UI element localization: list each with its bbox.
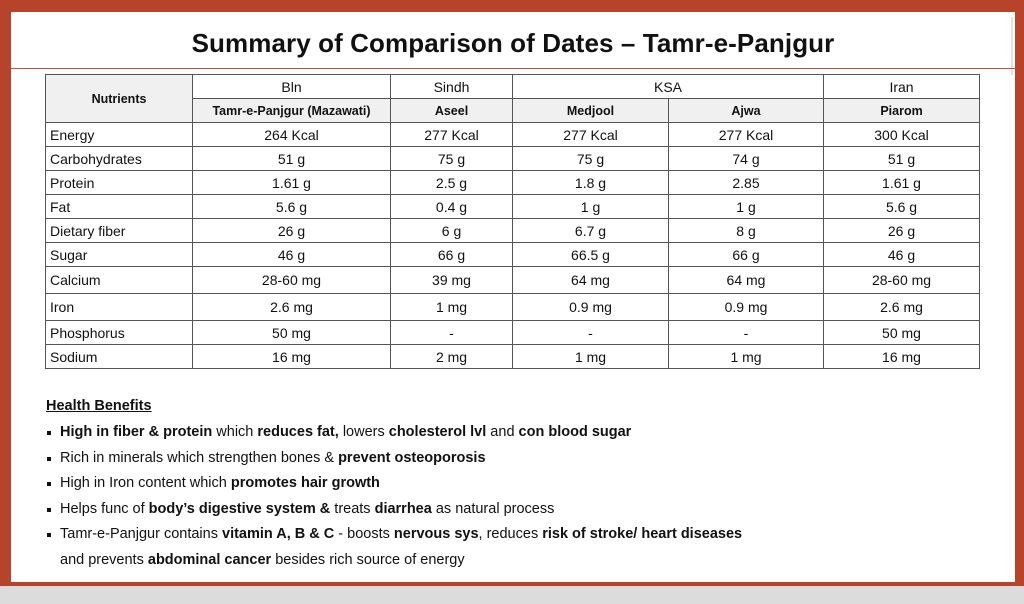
nutrient-value: 74 g	[669, 147, 824, 171]
nutrients-header: Nutrients	[46, 75, 193, 123]
nutrient-name: Sodium	[46, 345, 193, 369]
table-row	[46, 147, 980, 171]
bullet-icon	[47, 508, 51, 512]
nutrient-name: Fat	[46, 195, 193, 219]
table-row	[46, 219, 980, 243]
benefit-item	[46, 446, 986, 472]
table-row	[46, 267, 980, 294]
benefit-text-segment: High in fiber & protein	[60, 424, 213, 440]
table-row	[46, 123, 980, 147]
table-row	[46, 345, 980, 369]
nutrient-value: 64 mg	[669, 267, 824, 294]
nutrient-value: -	[391, 321, 513, 345]
nutrient-value: 1 mg	[513, 345, 669, 369]
benefit-text-segment: - boosts	[334, 526, 394, 542]
nutrient-value: 1.8 g	[513, 171, 669, 195]
nutrient-name: Calcium	[46, 267, 193, 294]
variety-header: Ajwa	[669, 99, 824, 123]
benefit-text-segment: as natural process	[431, 500, 555, 517]
benefit-item-continuation	[46, 548, 986, 573]
nutrient-value: 28-60 mg	[824, 267, 980, 294]
nutrient-value: 2.6 mg	[193, 294, 391, 321]
bullet-icon	[47, 533, 51, 537]
benefit-text-segment: besides rich source of energy	[271, 551, 465, 568]
nutrient-value: 46 g	[193, 243, 391, 267]
variety-header: Piarom	[824, 99, 980, 123]
benefit-item	[46, 471, 986, 497]
benefit-text-segment: risk of stroke/ heart diseases	[542, 526, 743, 542]
nutrient-value: 46 g	[824, 243, 980, 267]
table-row	[46, 195, 980, 219]
region-header: KSA	[513, 75, 824, 99]
benefit-text-segment: lowers	[338, 424, 389, 440]
table-row	[46, 243, 980, 267]
benefit-text-segment: reduces fat,	[257, 424, 339, 440]
benefit-text-segment: diarrhea	[374, 500, 432, 517]
table-header-regions	[46, 75, 980, 99]
benefit-text-segment: nervous sys	[393, 526, 479, 542]
nutrient-value: 64 mg	[513, 267, 669, 294]
nutrient-name: Protein	[46, 171, 193, 195]
benefit-text-segment: and prevents	[60, 551, 148, 568]
nutrient-value: 1 mg	[669, 345, 824, 369]
nutrient-name: Iron	[46, 294, 193, 321]
nutrient-value: 39 mg	[391, 267, 513, 294]
nutrient-value: 2.5 g	[391, 171, 513, 195]
variety-header: Medjool	[513, 99, 669, 123]
health-benefits	[46, 398, 986, 573]
nutrient-value: 66 g	[391, 243, 513, 267]
nutrient-value: 277 Kcal	[391, 123, 513, 147]
benefit-item	[46, 522, 986, 548]
nutrient-value: -	[669, 321, 824, 345]
variety-header: Tamr-e-Panjgur (Mazawati)	[193, 99, 391, 123]
bullet-icon	[47, 482, 51, 486]
benefit-text-segment: con blood sugar	[518, 424, 632, 440]
region-header: Sindh	[391, 75, 513, 99]
title-divider	[11, 68, 1015, 69]
nutrient-value: 51 g	[824, 147, 980, 171]
nutrient-value: 6 g	[391, 219, 513, 243]
nutrient-value: 75 g	[391, 147, 513, 171]
nutrient-value: 26 g	[824, 219, 980, 243]
nutrient-value: 28-60 mg	[193, 267, 391, 294]
benefit-text-segment: abdominal cancer	[147, 551, 272, 568]
nutrient-value: 1.61 g	[193, 171, 391, 195]
region-header: Iran	[824, 75, 980, 99]
benefit-item	[46, 420, 986, 446]
nutrient-value: 51 g	[193, 147, 391, 171]
nutrient-value: 1 g	[669, 195, 824, 219]
benefit-text-segment: promotes hair growth	[230, 475, 380, 491]
page-title: Summary of Comparison of Dates – Tamr-e-Panjgur	[191, 28, 835, 58]
nutrient-value: 50 mg	[824, 321, 980, 345]
table-row	[46, 171, 980, 195]
benefit-text-segment: Rich in minerals which strengthen bones &	[60, 449, 339, 466]
table-row	[46, 294, 980, 321]
nutrient-value: 2 mg	[391, 345, 513, 369]
slide-sheet	[11, 12, 1015, 582]
benefit-text-segment: High in Iron content which	[60, 475, 231, 491]
nutrient-name: Energy	[46, 123, 193, 147]
nutrient-value: 0.9 mg	[669, 294, 824, 321]
nutrient-value: -	[513, 321, 669, 345]
nutrient-value: 300 Kcal	[824, 123, 980, 147]
bullet-icon	[47, 431, 51, 435]
nutrient-value: 75 g	[513, 147, 669, 171]
nutrient-name: Dietary fiber	[46, 219, 193, 243]
nutrient-value: 264 Kcal	[193, 123, 391, 147]
nutrient-value: 8 g	[669, 219, 824, 243]
bottom-strip	[0, 586, 1024, 604]
nutrient-value: 0.4 g	[391, 195, 513, 219]
benefit-text-segment: body’s digestive system &	[148, 500, 331, 517]
benefit-text-segment: , reduces	[478, 526, 543, 542]
nutrient-value: 277 Kcal	[669, 123, 824, 147]
nutrient-value: 5.6 g	[824, 195, 980, 219]
nutrient-value: 16 mg	[824, 345, 980, 369]
nutrient-value: 2.6 mg	[824, 294, 980, 321]
nutrient-value: 66 g	[669, 243, 824, 267]
nutrition-table	[45, 74, 980, 369]
region-header: Bln	[193, 75, 391, 99]
nutrient-value: 66.5 g	[513, 243, 669, 267]
nutrient-value: 1 mg	[391, 294, 513, 321]
nutrient-value: 1 g	[513, 195, 669, 219]
variety-header: Aseel	[391, 99, 513, 123]
benefit-text-segment: Tamr-e-Panjgur contains	[60, 526, 222, 542]
benefit-text-segment: treats	[330, 500, 375, 517]
benefit-text-segment: and	[486, 424, 519, 440]
benefit-item	[46, 497, 986, 523]
table-row	[46, 321, 980, 345]
benefits-heading: Health Benefits	[46, 398, 152, 414]
benefits-list	[46, 420, 986, 573]
benefit-text-segment: which	[212, 424, 258, 440]
nutrient-value: 16 mg	[193, 345, 391, 369]
nutrient-value: 0.9 mg	[513, 294, 669, 321]
benefit-text-segment: cholesterol lvl	[388, 424, 487, 440]
nutrient-value: 26 g	[193, 219, 391, 243]
nutrient-value: 277 Kcal	[513, 123, 669, 147]
nutrient-value: 50 mg	[193, 321, 391, 345]
bullet-icon	[47, 457, 51, 461]
nutrient-value: 2.85	[669, 171, 824, 195]
benefit-text-segment: prevent osteoporosis	[338, 449, 486, 466]
benefit-text-segment: Helps func of	[60, 500, 149, 517]
benefit-text-segment: vitamin A, B & C	[222, 526, 335, 542]
nutrient-value: 1.61 g	[824, 171, 980, 195]
nutrient-name: Carbohydrates	[46, 147, 193, 171]
nutrient-value: 5.6 g	[193, 195, 391, 219]
nutrient-value: 6.7 g	[513, 219, 669, 243]
nutrient-name: Phosphorus	[46, 321, 193, 345]
nutrient-name: Sugar	[46, 243, 193, 267]
